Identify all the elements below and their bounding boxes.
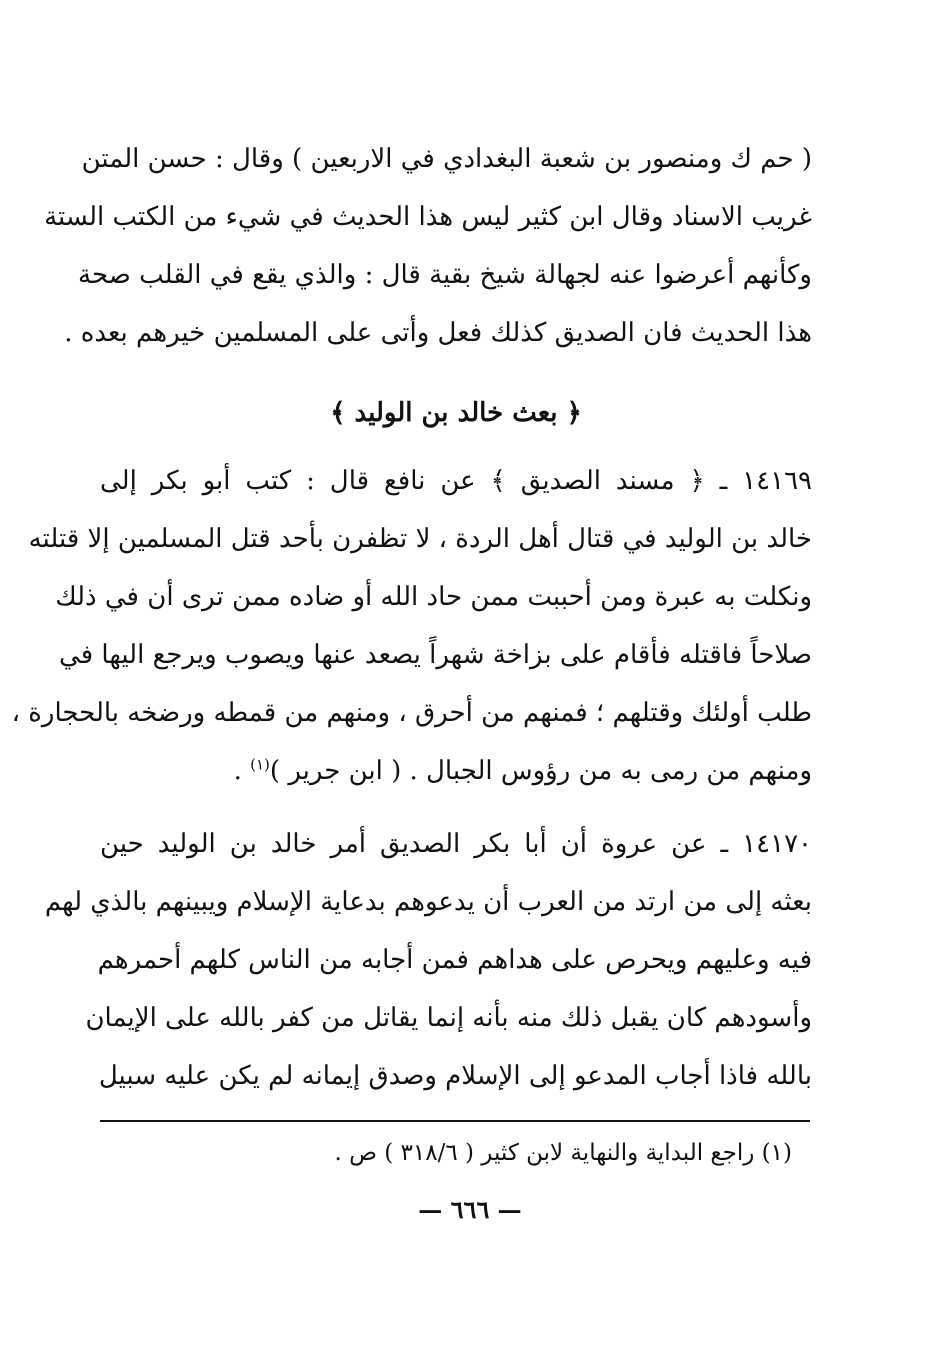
footnote-divider: [100, 1120, 810, 1122]
text-line: بعثه إلى من ارتد من العرب أن يدعوهم بدعاية الإسلام ويبينهم بالذي لهم: [44, 887, 812, 917]
text-line: ١٤١٧٠ ـ عن عروة أن أبا بكر الصديق أمر خالد بن الوليد حين: [100, 829, 812, 859]
text-line: فيه وعليهم ويحرص على هداهم فمن أجابه من الناس كلهم أحمرهم: [97, 945, 812, 975]
footnote: (١) راجع البداية والنهاية لابن كثير ( ٣١٨/٦ ) ص .: [334, 1140, 792, 1166]
intro-paragraph: [44, 130, 812, 362]
text-line: خالد بن الوليد في قتال أهل الردة ، لا تظفرن بأحد قتل المسلمين إلا قتلته: [28, 524, 812, 554]
text-line-with-footnote: [100, 742, 812, 800]
text-line: صلاحاً فاقتله فأقام على بزاخة شهراً يصعد عنها ويصوب ويرجع اليها في: [59, 640, 812, 670]
section-heading: ﴿ بعث خالد بن الوليد ﴾: [330, 398, 582, 428]
text-line: غريب الاسناد وقال ابن كثير ليس هذا الحديث في شيء من الكتب الستة: [44, 202, 812, 232]
footnote-marker: (١): [250, 755, 270, 774]
text-line: ومنهم من رمى به من رؤوس الجبال . ( ابن جرير ): [269, 756, 812, 786]
text-line: بالله فاذا أجاب المدعو إلى الإسلام وصدق إيمانه لم يكن عليه سبيل: [98, 1061, 812, 1091]
hadith-14169: [11, 452, 812, 800]
text-line: طلب أولئك وقتلهم ؛ فمنهم من أحرق ، ومنهم من قمطه ورضخه بالحجارة ،: [11, 698, 812, 728]
hadith-14170: [44, 815, 812, 1105]
text-line: وكأنهم أعرضوا عنه لجهالة شيخ بقية قال : والذي يقع في القلب صحة: [78, 260, 812, 290]
page-number: — ٦٦٦ —: [418, 1195, 522, 1224]
text-line: وأسودهم كان يقبل ذلك منه بأنه إنما يقاتل من كفر بالله على الإيمان: [85, 1003, 812, 1033]
text-line: ونكلت به عبرة ومن أحببت ممن حاد الله أو ضاده ممن ترى أن في ذلك: [55, 582, 812, 612]
text-line: ١٤١٦٩ ـ ﴿ مسند الصديق ﴾ عن نافع قال : كتب أبو بكر إلى: [100, 466, 812, 496]
text-line: ( حم ك ومنصور بن شعبة البغدادي في الاربعين ) وقال : حسن المتن: [81, 144, 812, 174]
sentence-end: .: [233, 756, 251, 786]
text-line: هذا الحديث فان الصديق كذلك فعل وأتى على المسلمين خيرهم بعده .: [64, 318, 812, 348]
